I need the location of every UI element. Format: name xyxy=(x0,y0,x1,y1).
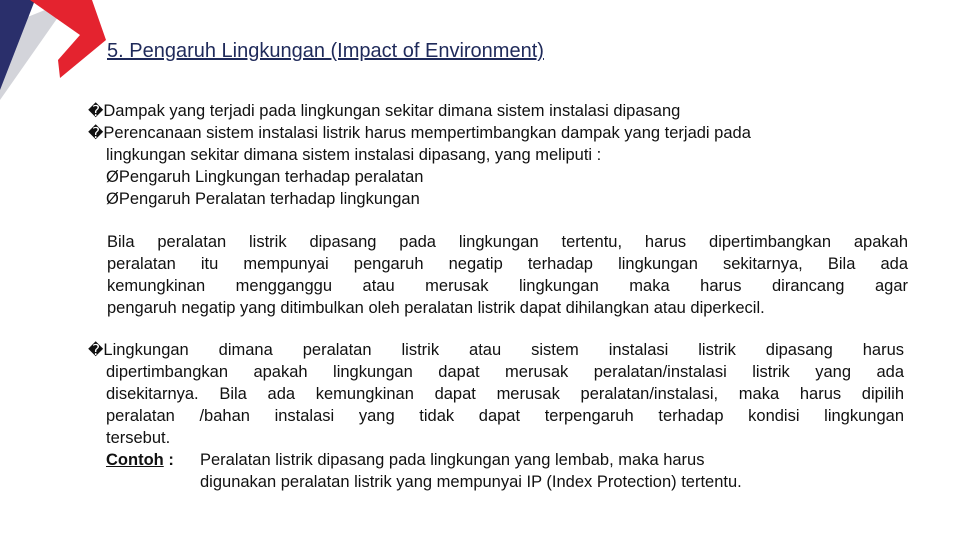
paragraph-line: Bila peralatan listrik dipasang pada lingkungan tertentu, harus dipertimbangkan apakah xyxy=(107,233,908,251)
bullet-item-2-continued: lingkungan sekitar dimana sistem instalasi dipasang, yang meliputi : xyxy=(106,146,602,164)
example-line-1: Contoh :Peralatan listrik dipasang pada lingkungan yang lembab, maka harus xyxy=(106,451,705,469)
paragraph-line: pengaruh negatip yang ditimbulkan oleh peralatan listrik dapat dihilangkan atau diperkecil. xyxy=(107,299,765,317)
sub-item-2: ØPengaruh Peralatan terhadap lingkungan xyxy=(106,190,420,208)
bullet-item-1: �Dampak yang terjadi pada lingkungan sekitar dimana sistem instalasi dipasang xyxy=(88,102,681,120)
bullet-box-icon: � xyxy=(88,124,104,142)
bullet2-line: dipertimbangkan apakah lingkungan dapat merusak peralatan/instalasi listrik yang ada xyxy=(106,363,904,381)
bullet2-line-1: �Lingkungan dimana peralatan listrik atau sistem instalasi listrik dipasang harus xyxy=(88,341,904,359)
bullet-list-2 xyxy=(88,339,904,493)
bullet-list-1 xyxy=(88,100,908,210)
slide-title: 5. Pengaruh Lingkungan (Impact of Environment) xyxy=(107,40,544,62)
bullet-box-icon: � xyxy=(88,102,104,120)
bullet2-line: tersebut. xyxy=(106,429,171,447)
paragraph-line: kemungkinan mengganggu atau merusak lingkungan maka harus dirancang agar xyxy=(107,277,908,295)
paragraph-line: peralatan itu mempunyai pengaruh negatip terhadap lingkungan sekitarnya, Bila ada xyxy=(107,255,908,273)
corner-decoration xyxy=(0,0,110,100)
arrow-icon: Ø xyxy=(106,190,119,208)
bullet2-line: peralatan /bahan instalasi yang tidak dapat terpengaruh terhadap kondisi lingkungan xyxy=(106,407,904,425)
bullet-box-icon: � xyxy=(88,341,104,359)
bullet-item-2: �Perencanaan sistem instalasi listrik harus mempertimbangkan dampak yang terjadi pada xyxy=(88,124,751,142)
bullet2-line: disekitarnya. Bila ada kemungkinan dapat merusak peralatan/instalasi, maka harus dipilih xyxy=(106,385,904,403)
arrow-icon: Ø xyxy=(106,168,119,186)
sub-item-1: ØPengaruh Lingkungan terhadap peralatan xyxy=(106,168,424,186)
example-label: Contoh : xyxy=(106,451,174,469)
example-line-2: digunakan peralatan listrik yang mempunyai IP (Index Protection) tertentu. xyxy=(200,473,742,491)
body-paragraph xyxy=(107,231,908,319)
